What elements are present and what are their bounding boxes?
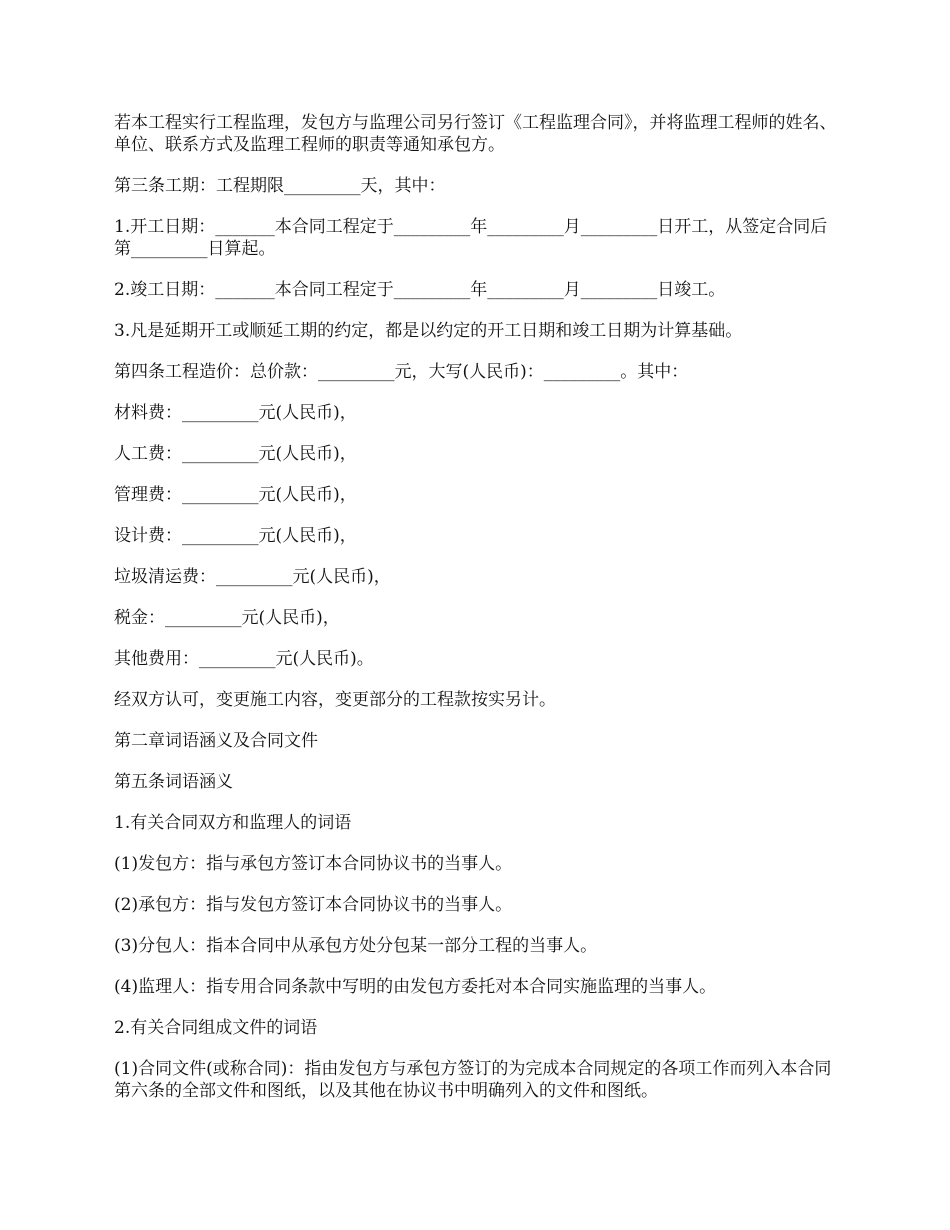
definition-employer: (1)发包方：指与承包方签订本合同协议书的当事人。 [114, 854, 513, 874]
paragraph-supervision-intro: 若本工程实行工程监理，发包方与监理公司另行签订《工程监理合同》，并将监理工程师的姓名、单位、联系方式及监理工程师的职责等通知承包方。 [114, 113, 837, 155]
article-5-heading: 第五条词语涵义 [114, 772, 233, 792]
paragraph-tax: 税金：_________元(人民币)， [114, 608, 340, 628]
paragraph-change-clause: 经双方认可，变更施工内容，变更部分的工程款按实另计。 [114, 690, 556, 710]
document-body [114, 112, 840, 1121]
definition-supervisor: (4)监理人：指专用合同条款中写明的由发包方委托对本合同实施监理的当事人。 [114, 977, 717, 997]
chapter-2-heading: 第二章词语涵义及合同文件 [114, 731, 318, 751]
definition-subcontractor: (3)分包人：指本合同中从承包方处分包某一部分工程的当事人。 [114, 936, 598, 956]
definition-contractor: (2)承包方：指与发包方签订本合同协议书的当事人。 [114, 895, 513, 915]
paragraph-waste-removal-fee: 垃圾清运费：_________元(人民币)， [114, 567, 391, 587]
paragraph-article-3-duration: 第三条工期：工程期限_________天，其中： [114, 176, 446, 196]
definition-contract-documents: (1)合同文件(或称合同)：指由发包方与承包方签订的为完成本合同规定的各项工作而列入本合同第六条的全部文件和图纸，以及其他在协议书中明确列入的文件和图纸。 [114, 1059, 832, 1101]
section-1-heading: 1.有关合同双方和监理人的词语 [114, 813, 352, 833]
paragraph-management-fee: 管理费：_________元(人民币)， [114, 485, 357, 505]
paragraph-design-fee: 设计费：_________元(人民币)， [114, 526, 357, 546]
paragraph-material-cost: 材料费：_________元(人民币)， [114, 403, 357, 423]
paragraph-other-fees: 其他费用：_________元(人民币)。 [114, 649, 374, 669]
paragraph-labor-cost: 人工费：_________元(人民币)， [114, 444, 357, 464]
paragraph-delay-basis: 3.凡是延期开工或顺延工期的约定，都是以约定的开工日期和竣工日期为计算基础。 [114, 321, 743, 341]
paragraph-start-date: 1.开工日期：_______本合同工程定于_________年_________月_________日开工，从签定合同后第_________日算起。 [114, 217, 828, 259]
section-2-heading: 2.有关合同组成文件的词语 [114, 1018, 318, 1038]
paragraph-completion-date: 2.竣工日期：_______本合同工程定于_________年_________月_________日竣工。 [114, 280, 726, 300]
paragraph-article-4-price: 第四条工程造价：总价款：_________元，大写(人民币)：_________。其中： [114, 362, 689, 382]
